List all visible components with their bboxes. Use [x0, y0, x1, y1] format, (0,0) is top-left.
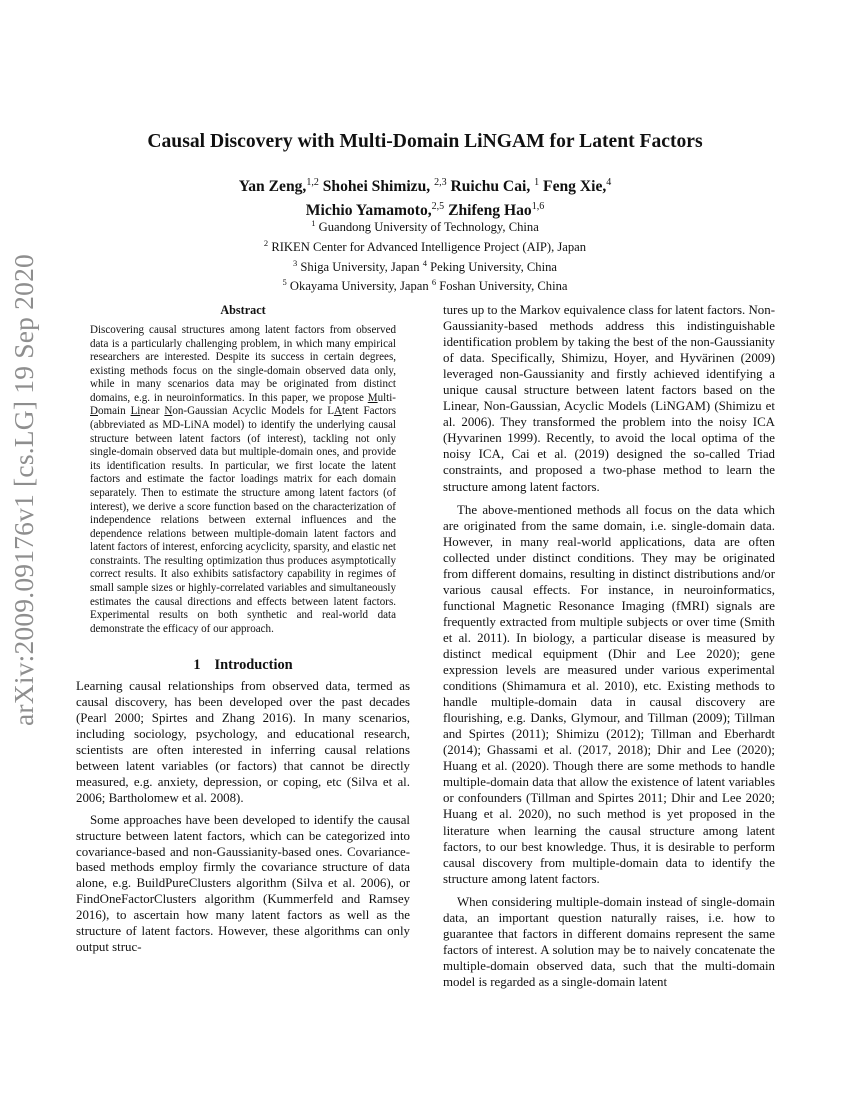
paragraph: Learning causal relationships from observed data, termed as causal discovery, has been developed over the past decades (Pearl 2000; Spirtes and Zhang 2016). In many scenarios, including sociology, psychology, and educational research, scientists are often interested in inferring causal relations between latent variables (or factors) that cannot be directly measured, e.g. anxiety, depression, or coping, etc (Silva et al. 2006; Bartholomew et al. 2008). [76, 679, 410, 805]
affiliation: Okayama University, Japan [289, 279, 429, 294]
author-name: Shohei Shimizu, [322, 178, 431, 196]
arxiv-side-stamp [4, 254, 44, 726]
affiliation-line [0, 256, 850, 276]
abstract-part: near [140, 405, 165, 418]
author-affil-mark: 2,5 [431, 201, 445, 213]
abstract-part: omain [97, 405, 131, 418]
affiliation-line [0, 216, 850, 236]
author-affil-mark: 4 [606, 177, 612, 188]
acronym-letter: N [164, 405, 173, 418]
paper-title: Causal Discovery with Multi-Domain LiNGAM for Latent Factors [147, 131, 703, 152]
paragraph: tures up to the Markov equivalence class for latent factors. Non-Gaussianity-based methods address this indistinguishable identification problem by taking the best of the non-Gaussianity of data. Specifically, Shimizu, Hoyer, and Hyvärinen (2009) leveraged non-Gaussianity and firstly achieved identifying a unique causal structure between latent factors based on the Linear, Non-Gaussian, Acyclic Models (LiNGAM) (Shimizu et al. 2006). They transformed the problem into the noisy ICA (Hyvarinen 1999). Recently, to avoid the local optima of the noisy ICA, Cai et al. (2019) designed the so-called Triad constraints, and proposed a two-phase method to learn the structure among latent factors. [443, 303, 775, 494]
abstract-part: Discovering causal structures among latent factors from observed data is a particularly challenging problem, in which many empirical researchers are interested. Despite its success in certain degrees, existing methods focus on the single-domain observed data only, while in many scenarios data may be originated from distinct domains, e.g. in neuroinformatics. In this paper, we propose [90, 324, 396, 404]
affiliation: Foshan University, China [439, 279, 568, 294]
affiliation-line [0, 236, 850, 256]
abstract-part: on-Gaussian Acyclic Models for L [172, 405, 334, 418]
abstract-part: ulti- [377, 391, 396, 404]
abstract-heading: Abstract [220, 303, 266, 317]
arxiv-identifier: arXiv:2009.09176v1 [cs.LG] 19 Sep 2020 [8, 254, 39, 726]
abstract-part: tent Factors (abbreviated as MD-LiNA model) to identify the underlying causal structure between latent factors (of interest), tackling not only single-domain observed data but multiple-domain ones, and provide its identification results. In particular, we first locate the latent factors and estimate the factor loadings matrix for each domain separately. Then to estimate the structure among latent factors (of interest), we derive a score function based on the characterization of independence relations between external influences and the dependence relations between multiple-domain latent factors and latent factors of interest, enforcing acyclicity, sparsity, and elastic net constraints. The resulting optimization thus produces asymptotically correct results. It also exhibits satisfactory capability in regimes of small sample sizes or highly-correlated variables and simultaneously estimates the causal directions and effects between latent factors. Experimental results on both synthetic and real-world data demonstrate the efficacy of our approach. [90, 405, 396, 635]
affiliation: Shiga University, Japan [300, 259, 420, 274]
author-affil-mark: 1 [534, 177, 540, 188]
affil-mark: 4 [422, 257, 427, 268]
affil-mark: 3 [293, 257, 298, 268]
author-affil-mark: 1,2 [306, 177, 319, 188]
affil-mark: 2 [263, 237, 269, 248]
acronym-letter: Li [130, 405, 141, 418]
affiliation: Peking University, China [430, 259, 557, 274]
right-column [443, 302, 775, 990]
affiliation: RIKEN Center for Advanced Intelligence Project (AIP), Japan [271, 239, 587, 254]
acronym-letter: D [90, 405, 98, 418]
author-name: Feng Xie, [543, 178, 607, 196]
affil-mark: 6 [431, 277, 437, 288]
abstract-text [90, 324, 396, 636]
paragraph: When considering multiple-domain instead of single-domain data, an important question naturally raises, i.e. how to guarantee that factors in different domains represent the same factors of interest. A solution may be to naively concatenate the multiple-domain observed data, such that the multi-domain model is regarded as a single-domain latent [443, 894, 775, 989]
affil-mark: 1 [311, 218, 316, 228]
author-name: Ruichu Cai, [450, 178, 531, 196]
author-affil-mark: 2,3 [434, 177, 447, 188]
section-heading [76, 657, 410, 674]
author-name: Yan Zeng, [238, 178, 307, 196]
author-line-1 [0, 173, 850, 197]
acronym-letter: A [333, 405, 342, 418]
affil-mark: 5 [282, 277, 287, 288]
paragraph: Some approaches have been developed to identify the causal structure between latent factors, which can be categorized into covariance-based and non-Gaussianity-based ones. Covariance-based methods employ firmly the covariance structure of data alone, e.g. BuildPureClusters algorithm (Silva et al. 2006), or FindOneFactorClusters algorithm (Kummerfeld and Ramsey 2016), to ascertain how many latent factors as well as the structure of latent factors. However, these algorithms can only output struc- [76, 812, 410, 955]
acronym-letter: M [367, 391, 378, 404]
author-list [0, 173, 850, 221]
author-affil-mark: 1,6 [531, 201, 545, 213]
section-title: Introduction [214, 657, 293, 674]
affiliation-list [0, 216, 850, 295]
paragraph: The above-mentioned methods all focus on the data which are originated from the same domain, i.e. single-domain data. However, in many real-world applications, data are often collected under distinct conditions. They may be originated from different domains, resulting in distinct distributions and/or various causal effects. For instance, in neuroinformatics, functional Magnetic Resonance Imaging (fMRI) signals are frequently extracted from multiple subjects or over time (Smith et al. 2011). In biology, a particular disease is measured by distinct medical equipment (Dhir and Lee 2020); gene expression levels are measured under various experimental conditions (Shimamura et al. 2010), etc. Existing methods to handle multiple-domain data in causal discovery are flourishing, e.g. Danks, Glymour, and Tillman (2009); Tillman and Spirtes (2011); Shimizu (2012); Tillman and Eberhardt (2014); Ghassami et al. (2017, 2018); Dhir and Lee (2020); Huang et al. (2020). Though there are some methods to handle multiple-domain data that allow the existence of latent variables or confounders (Tillman and Spirtes 2011; Dhir and Lee 2020; Huang et al. 2020), no such method is yet proposed in the literature when learning the causal structure among latent factors, to our best knowledge. Thus, it is desirable to perform causal discovery from multiple-domain data to identify the structure among latent factors. [443, 502, 775, 886]
author-name: Michio Yamamoto, [305, 202, 432, 220]
affiliation-line [0, 275, 850, 295]
section-number: 1 [193, 657, 201, 674]
affiliation: Guandong University of Technology, China [318, 220, 539, 235]
left-column [76, 303, 410, 956]
author-name: Zhifeng Hao [448, 202, 532, 220]
